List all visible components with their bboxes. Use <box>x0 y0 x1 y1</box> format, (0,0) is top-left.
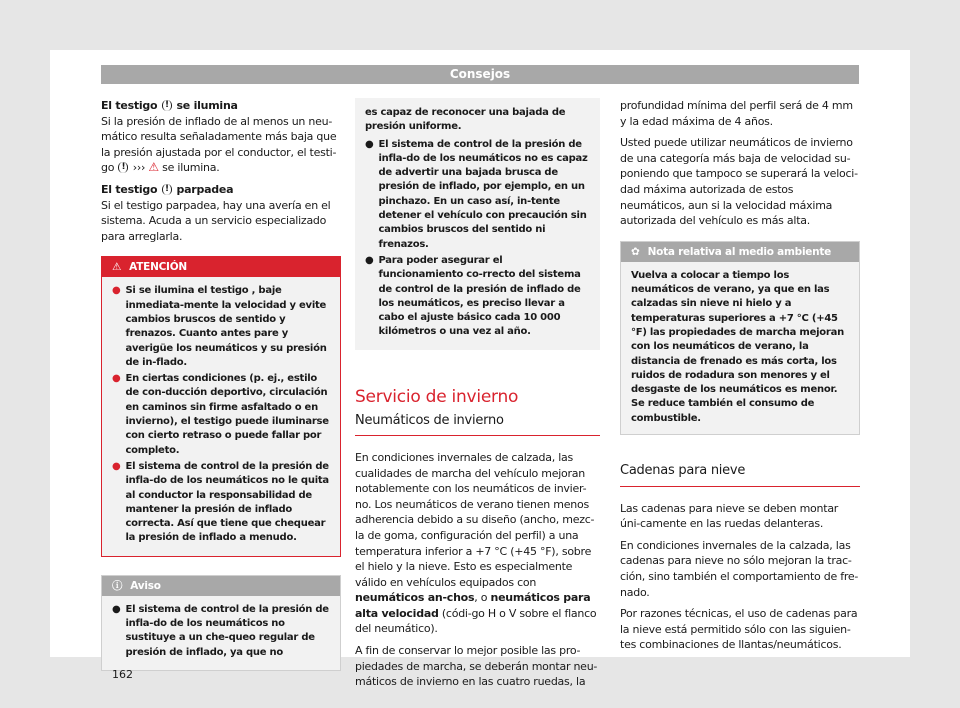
paragraph-indicator-blink: Si el testigo parpadea, hay una avería en el sistema. Acuda a un servicio especializado para arreglarla. <box>101 198 331 243</box>
tire-pressure-icon <box>162 100 172 111</box>
paragraph: Usted puede utilizar neumáticos de invierno de una categoría más baja de velocidad su-poniendo que tampoco se superará la veloci-dad máxima autorizada de estos neumáticos, aun si la velocidad máxima autorizada del vehículo es más alta. <box>620 136 858 228</box>
environment-note-header: ✿ Nota relativa al medio ambiente <box>621 242 859 262</box>
note-box <box>101 575 341 671</box>
page-header: Consejos <box>101 65 859 84</box>
list-item: ● El sistema de control de la presión de infla-do de los neumáticos no sustituye a un che-queo regular de presión de inflado, ya que no <box>112 603 329 658</box>
paragraph: A fin de conservar lo mejor posible las pro-piedades de marcha, se deberán montar neu-máticos de invierno en las cuatro ruedas, la <box>355 644 598 689</box>
environment-icon: ✿ <box>631 245 640 258</box>
list-item: ● El sistema de control de la presión de infla-do de los neumáticos no es capaz de advertir una bajada brusca de presión de inflado, por ejemplo, en un pinchazo. En un caso así, in-tente detener el vehículo con precaución sin cambios bruscos del sentido ni frenazos. <box>365 138 588 250</box>
warning-triangle-icon: ⚠ <box>112 261 122 274</box>
note-header: ⓘ Aviso <box>102 576 340 596</box>
warning-box <box>101 256 341 556</box>
list-item: ● Para poder asegurar el funcionamiento co-rrecto del sistema de control de la presión de inflado de los neumáticos, es preciso llevar a cabo el ajuste básico cada 10 000 kilómetros o una vez al año. <box>365 254 581 338</box>
column-2 <box>355 98 600 696</box>
paragraph: En condiciones invernales de la calzada, las cadenas para nieve no sólo mejoran la trac-ción, sino también el comportamiento de fre-nado. <box>620 538 859 599</box>
page-number: 162 <box>112 668 133 681</box>
warning-triangle-icon: ⚠ <box>148 160 159 175</box>
paragraph: En condiciones invernales de calzada, las cualidades de marcha del vehículo mejoran notablemente con los neumáticos de invier-no. Los neumáticos de verano tienen menos adherencia debido a su diseño (ancho, mezc-la de goma, configuración del perfil) a una temperatura inferior a +7 °C (+45 °F), sobre el hielo y la nieve. Esto es especialmente válido en vehículos equipados con neumáticos an-chos, o neumáticos para alta velocidad (códi-go H o V sobre el flanco del neumático). <box>355 450 597 636</box>
column-1 <box>101 98 341 671</box>
tire-pressure-icon <box>118 162 128 173</box>
paragraph: profundidad mínima del perfil será de 4 mm y la edad máxima de 4 años. <box>620 99 853 128</box>
paragraph: Por razones técnicas, el uso de cadenas para la nieve está permitido sólo con las siguien-tes combinaciones de llantas/neumáticos. <box>620 607 858 652</box>
environment-note-body: Vuelva a colocar a tiempo los neumáticos de verano, ya que en las calzadas sin nieve ni hielo y a temperaturas superiores a +7 °C (+45 °F) las propiedades de marcha mejoran con los neumáticos de verano, la distancia de frenado es más corta, los ruidos de rodadura son menores y el desgaste de los neumáticos es menor. Se reduce también el consumo de combustible. <box>631 269 844 424</box>
subsection-title: Neumáticos de invierno <box>355 413 600 436</box>
list-item: ● El sistema de control de la presión de infla-do de los neumáticos no le quita al conductor la responsabilidad de mantener la presión de inflado correcta. Así que tiene que chequear la presión de inflado a menudo. <box>112 460 329 544</box>
note-body <box>102 596 340 670</box>
note-continuation: es capaz de reconocer una bajada de presión uniforme. ● El sistema de control de la presión de infla-do de los neumáticos no es capaz de advertir una bajada brusca de presión de inflado, por ejemplo, en un pinchazo. En un caso así, in-tente detener el vehículo con precaución sin cambios bruscos del sentido ni frenazos. ● Para poder asegurar el funcionamiento co-rrecto del sistema de control de la presión de inflado de los neumáticos, es preciso llevar a cabo el ajuste básico cada 10 000 kilómetros o una vez al año. <box>355 98 600 350</box>
paragraph: Las cadenas para nieve se deben montar úni-camente en las ruedas delanteras. <box>620 501 839 531</box>
environment-note-box <box>620 241 860 435</box>
column-3 <box>620 98 860 659</box>
subheading-indicator-blink: El testigo ! parpadea <box>101 182 341 198</box>
section-title: Servicio de invierno <box>355 386 519 407</box>
list-item: ● Si se ilumina el testigo , baje inmediata-mente la velocidad y evite cambios bruscos de sentido y frenazos. Cuanto antes pare y averigüe los neumáticos y su presión de in-flado. <box>112 285 327 368</box>
info-icon: ⓘ <box>112 579 123 592</box>
list-item: ● En ciertas condiciones (p. ej., estilo de con-ducción deportivo, circulación en caminos sin firme asfaltado o en invierno), el testigo puede iluminarse con cierto retraso o puede fallar por completo. <box>112 373 329 456</box>
warning-header: ⚠ ATENCIÓN <box>102 257 340 277</box>
paragraph-indicator-on: Si la presión de inflado de al menos un neu-mático resulta señaladamente más baja que la presión ajustada por el conductor, el testi-go ! ››› ⚠ se ilumina. <box>101 114 341 176</box>
subsection-title: Cadenas para nieve <box>620 463 860 487</box>
subheading-indicator-on: El testigo ! se ilumina <box>101 98 341 114</box>
warning-body <box>102 277 340 555</box>
tire-pressure-icon <box>162 184 172 195</box>
manual-page <box>50 50 910 689</box>
